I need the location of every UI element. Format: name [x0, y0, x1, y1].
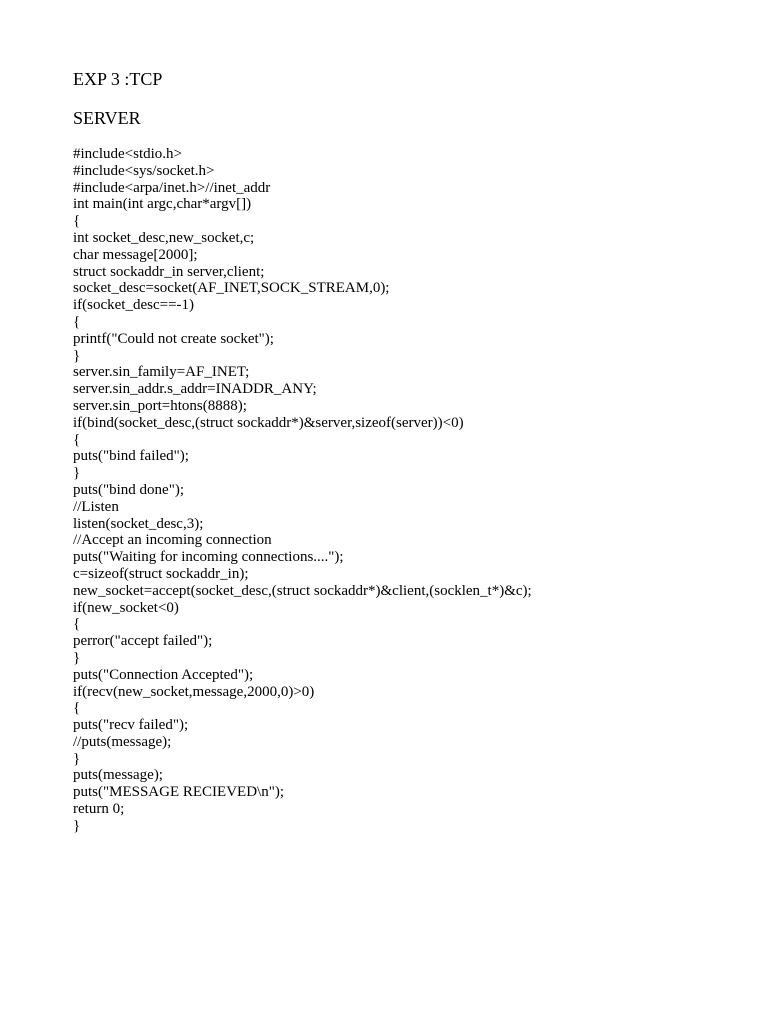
- code-line: }: [73, 817, 81, 834]
- code-line: }: [73, 465, 81, 482]
- code-line: server.sin_port=htons(8888);: [73, 397, 247, 414]
- code-line: printf("Could not create socket");: [73, 330, 274, 347]
- code-line: }: [73, 750, 81, 767]
- code-line: return 0;: [73, 801, 125, 818]
- code-line: listen(socket_desc,3);: [73, 515, 204, 532]
- code-line: puts("recv failed");: [73, 717, 189, 734]
- code-line: int socket_desc,new_socket,c;: [73, 229, 255, 246]
- code-line: }: [73, 649, 81, 666]
- code-line: server.sin_addr.s_addr=INADDR_ANY;: [73, 381, 317, 398]
- code-line: c=sizeof(struct sockaddr_in);: [73, 565, 249, 582]
- code-line: puts("Waiting for incoming connections....");: [73, 549, 344, 566]
- code-line: puts("bind failed");: [73, 448, 189, 465]
- code-line: //Listen: [73, 498, 119, 515]
- code-line: struct sockaddr_in server,client;: [73, 263, 265, 280]
- code-line: //puts(message);: [73, 733, 172, 750]
- code-line: {: [73, 213, 81, 230]
- section-heading: SERVER: [73, 108, 141, 128]
- code-line: #include<sys/socket.h>: [73, 162, 215, 179]
- code-line: socket_desc=socket(AF_INET,SOCK_STREAM,0);: [73, 280, 390, 297]
- code-line: if(socket_desc==-1): [73, 297, 195, 314]
- code-line: if(recv(new_socket,message,2000,0)>0): [73, 683, 315, 700]
- code-line: {: [73, 616, 81, 633]
- code-line: }: [73, 347, 81, 364]
- code-line: if(new_socket<0): [73, 599, 179, 616]
- code-line: server.sin_family=AF_INET;: [73, 364, 250, 381]
- code-line: #include<arpa/inet.h>//inet_addr: [73, 179, 271, 196]
- code-line: {: [73, 313, 81, 330]
- code-line: new_socket=accept(socket_desc,(struct sockaddr*)&client,(socklen_t*)&c);: [73, 582, 532, 599]
- code-line: puts("Connection Accepted");: [73, 666, 254, 683]
- code-line: puts(message);: [73, 767, 163, 784]
- code-line: int main(int argc,char*argv[]): [73, 196, 252, 213]
- code-line: {: [73, 700, 81, 717]
- code-line: if(bind(socket_desc,(struct sockaddr*)&server,sizeof(server))<0): [73, 414, 464, 431]
- code-line: puts("MESSAGE RECIEVED\n");: [73, 784, 284, 801]
- code-line: char message[2000];: [73, 246, 198, 263]
- code-line: #include<stdio.h>: [73, 146, 182, 162]
- document-title: EXP 3 :TCP: [73, 69, 163, 89]
- code-line: puts("bind done");: [73, 481, 184, 498]
- code-line: perror("accept failed");: [73, 633, 213, 650]
- code-line: {: [73, 431, 81, 448]
- code-listing: [73, 146, 532, 835]
- code-line: //Accept an incoming connection: [73, 532, 272, 549]
